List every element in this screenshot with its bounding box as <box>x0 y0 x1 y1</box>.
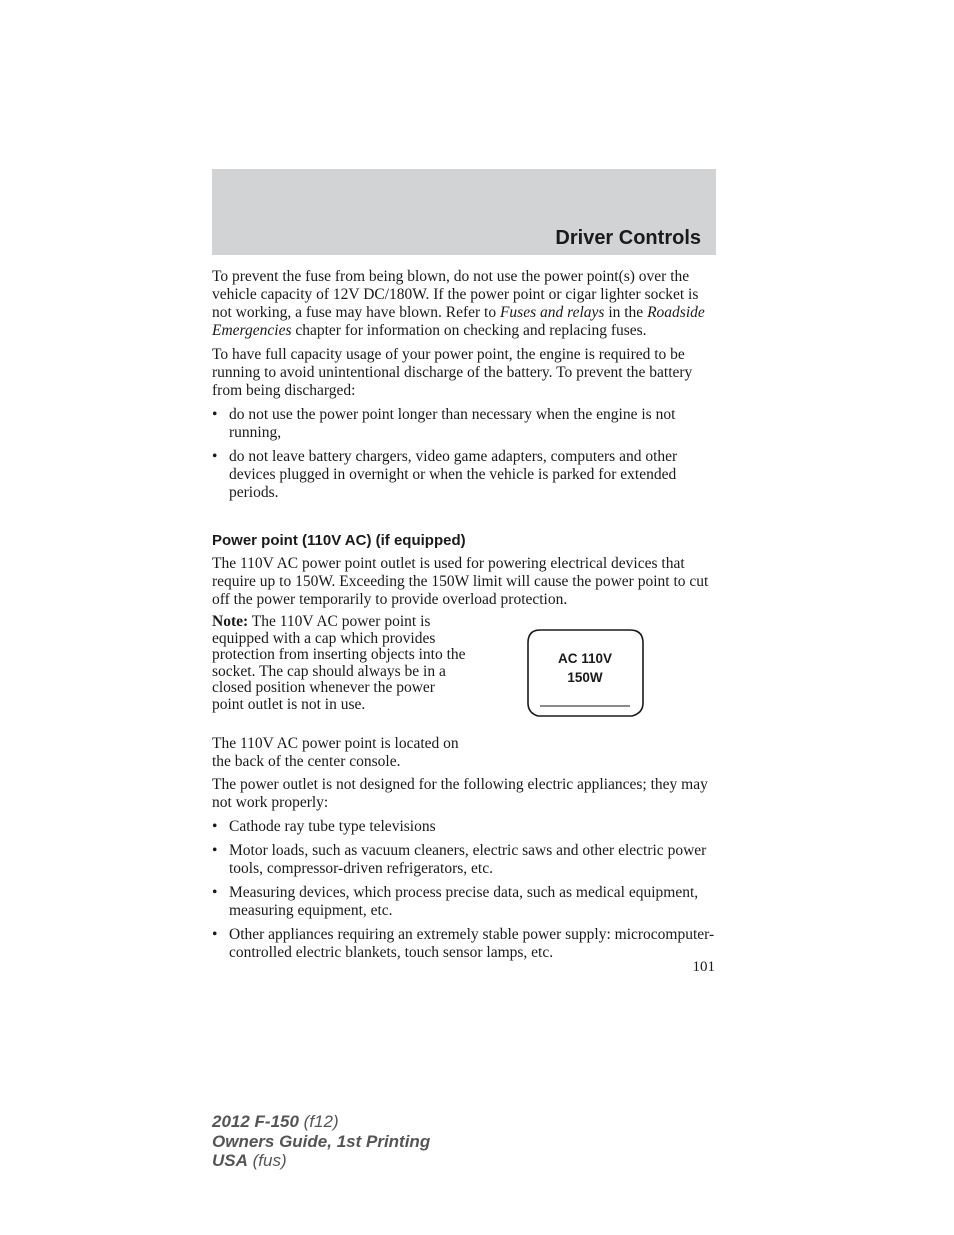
note-block <box>212 614 467 713</box>
fuses-relays-reference: Fuses and relays <box>499 304 605 321</box>
appliance-intro: The power outlet is not designed for the following electric appliances; they may not work properly: <box>212 776 708 811</box>
appliance-section <box>212 776 717 962</box>
list-item: • Cathode ray tube type televisions <box>212 818 717 836</box>
list-item: • Measuring devices, which process precise data, such as medical equipment, measuring equipment, etc. <box>212 884 717 920</box>
section-header-band <box>212 169 716 255</box>
footer-model-line: 2012 F-150 (f12) <box>212 1112 339 1131</box>
roadside-emergencies-reference: Roadside Emergencies <box>212 304 705 339</box>
intro-paragraph-1: To prevent the fuse from being blown, do not use the power point(s) over the vehicle capacity of 12V DC/180W. If the power point or cigar lighter socket is not working, a fuse may have blown. Refer to Fuses and relays in the Roadside Emergencies chapter for information on checking and replacing fuses. <box>212 268 705 339</box>
footer-region-line: USA (fus) <box>212 1151 287 1170</box>
page-number: 101 <box>692 959 715 975</box>
power-outlet-illustration <box>526 629 646 719</box>
outlet-voltage-label: AC 110V <box>557 651 613 666</box>
section-title: Driver Controls <box>555 227 701 249</box>
location-paragraph: The 110V AC power point is located on the back of the center console. <box>212 735 459 770</box>
intro-paragraph-2: To have full capacity usage of your power point, the engine is required to be running to avoid unintentional discharge of the battery. To prevent the battery from being discharged: <box>212 346 693 399</box>
section-heading: Power point (110V AC) (if equipped) <box>212 532 466 549</box>
document-footer <box>212 1112 430 1171</box>
list-item: • do not leave battery chargers, video game adapters, computers and other devices plugged in overnight or when the vehicle is parked for extended periods. <box>212 448 717 502</box>
list-item: • Other appliances requiring an extremely stable power supply: microcomputer-controlled electric blankets, touch sensor lamps, etc. <box>212 926 717 962</box>
intro-text <box>212 268 717 502</box>
footer-guide-line: Owners Guide, 1st Printing <box>212 1131 431 1151</box>
note-label: Note: <box>212 613 249 630</box>
outlet-wattage-label: 150W <box>567 670 603 685</box>
section-paragraph-1: The 110V AC power point outlet is used for powering electrical devices that require up to 150W. Exceeding the 150W limit will cause the power point to cut off the power temporarily to provide overload protection. <box>212 555 709 608</box>
list-item: • do not use the power point longer than necessary when the engine is not running, <box>212 406 717 442</box>
list-item: • Motor loads, such as vacuum cleaners, electric saws and other electric power tools, compressor-driven refrigerators, etc. <box>212 842 717 878</box>
note-paragraph: Note: The 110V AC power point is equipped with a cap which provides protection from inserting objects into the socket. The cap should always be in a closed position whenever the power point outlet is not in use. <box>212 613 466 713</box>
